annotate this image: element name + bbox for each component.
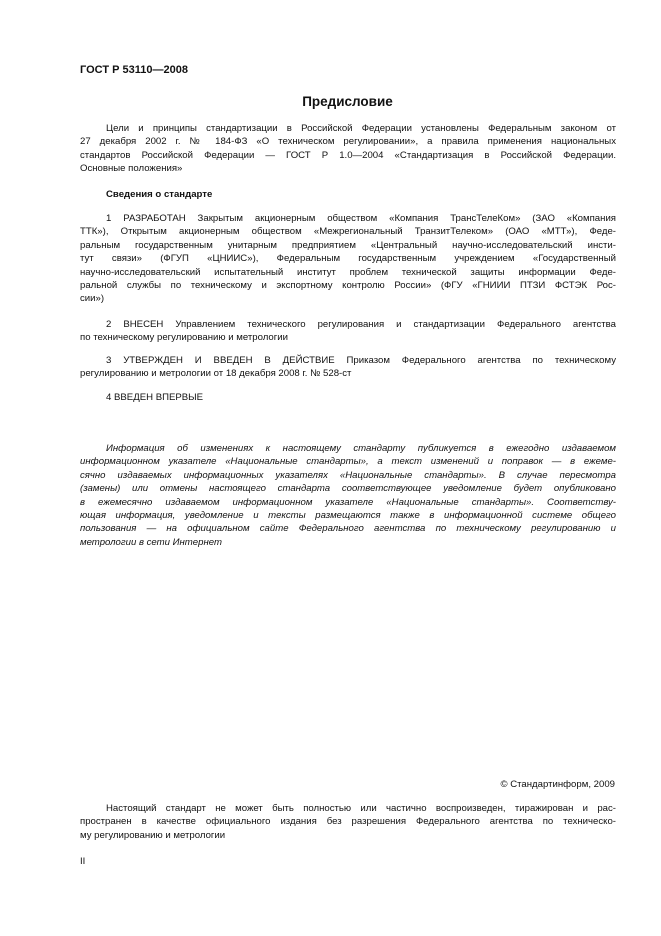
text-line: по техническому регулированию и метрологии [80, 332, 288, 344]
page-title: Предисловие [302, 94, 393, 109]
text-line: стандартов Российской Федерации — ГОСТ Р 1.0—2004 «Стандартизация в Российской Федерации. [80, 149, 616, 161]
text-line: ральным государственным унитарным предприятием «Центральный научно-исследовательский инсти- [80, 239, 616, 251]
text-line: 27 декабря 2002 г. № 184-ФЗ «О техническом регулировании», а правила применения национальных [80, 136, 616, 148]
item-developed [80, 212, 616, 306]
text-line: ТТК»), Открытым акционерным обществом «Межрегиональный ТранзитТелеком» (ОАО «МТТ»), Феде- [80, 226, 616, 238]
text-line: ющая информация, уведомление и тексты размещаются также в информационной системе общего [80, 510, 616, 522]
text-line: информационном указателе «Национальные стандарты», а текст изменений и поправок — в ежеме- [80, 456, 616, 468]
text-line: в ежемесячно издаваемом информационном указателе «Национальные стандарты». Соответству- [80, 496, 616, 508]
text-line: пространен в качестве официального издания без разрешения Федерального агентства по техническо- [80, 816, 616, 828]
document-id: ГОСТ Р 53110—2008 [80, 64, 188, 76]
text-line: Информация об изменениях к настоящему стандарту публикуется в ежегодно издаваемом [106, 443, 616, 454]
text-line: ральной службы по техническому и экспортному контролю России» (ФГУ «ГНИИИ ПТЗИ ФСТЭК Рос- [80, 280, 616, 292]
item-approved [80, 354, 616, 381]
rights-paragraph [80, 802, 616, 842]
text-line: научно-исследовательский испытательный институт проблем технической защиты информации Феде- [80, 266, 616, 278]
item-introduced [80, 318, 616, 345]
text-line: сии») [80, 293, 105, 305]
page-number: II [80, 856, 86, 867]
text-line: 2 ВНЕСЕН Управлением технического регулирования и стандартизации Федерального агентства [106, 319, 616, 330]
text-line: Основные положения» [80, 163, 183, 175]
text-line: 3 УТВЕРЖДЕН И ВВЕДЕН В ДЕЙСТВИЕ Приказом Федерального агентства по техническому [106, 355, 616, 366]
text-line: Сведения о стандарте [106, 189, 213, 200]
notice-paragraph [80, 442, 616, 549]
text-line: Цели и принципы стандартизации в Российской Федерации установлены Федеральным законом от [106, 123, 616, 134]
info-heading [80, 188, 616, 201]
text-line: 1 РАЗРАБОТАН Закрытым акционерным обществом «Компания ТрансТелеКом» (ЗАО «Компания [106, 213, 616, 224]
text-line: тут связи» (ФГУП «ЦНИИС»), Федеральным государственным учреждением «Государственный [80, 253, 616, 265]
text-line: сячно издаваемых информационных указателях «Национальные стандарты». В случае пересмотра [80, 469, 616, 481]
item-first-introduced [80, 391, 616, 404]
text-line: пользования — на официальном сайте Федерального агентства по техническому регулированию и [80, 523, 616, 535]
intro-paragraph [80, 122, 616, 176]
text-line: регулированию и метрологии от 18 декабря 2008 г. № 528-ст [80, 368, 352, 380]
copyright-notice: © Стандартинформ, 2009 [500, 779, 615, 790]
text-line: (замены) или отмены настоящего стандарта соответствующее уведомление будет опубликовано [80, 483, 616, 495]
text-line: му регулированию и метрологии [80, 829, 226, 841]
text-line: метрологии в сети Интернет [80, 536, 222, 548]
text-line: 4 ВВЕДЕН ВПЕРВЫЕ [106, 392, 204, 403]
text-line: Настоящий стандарт не может быть полностью или частично воспроизведен, тиражирован и рас- [106, 803, 616, 814]
